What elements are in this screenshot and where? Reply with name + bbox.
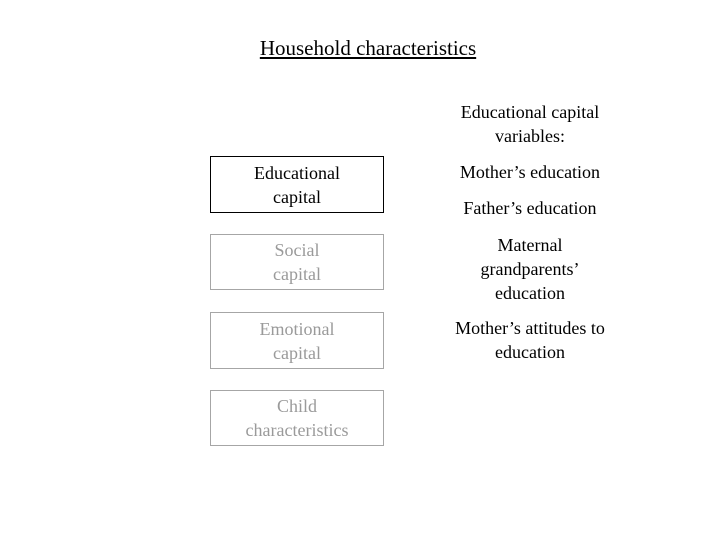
variable-fathers-education: Father’s education <box>463 198 597 218</box>
variable-grandparents-education: Maternal grandparents’ education <box>480 235 580 303</box>
variable-mothers-education: Mother’s education <box>459 162 601 182</box>
box-educational-capital: Educational capital <box>210 156 384 213</box>
box-child-characteristics: Child characteristics <box>210 390 384 446</box>
page-title: Household characteristics <box>259 36 477 60</box>
box-emotional-capital: Emotional capital <box>210 312 384 369</box>
box-social-capital: Social capital <box>210 234 384 290</box>
variables-heading: Educational capital variables: <box>460 102 600 146</box>
variable-mothers-attitudes: Mother’s attitudes to education <box>455 318 605 362</box>
